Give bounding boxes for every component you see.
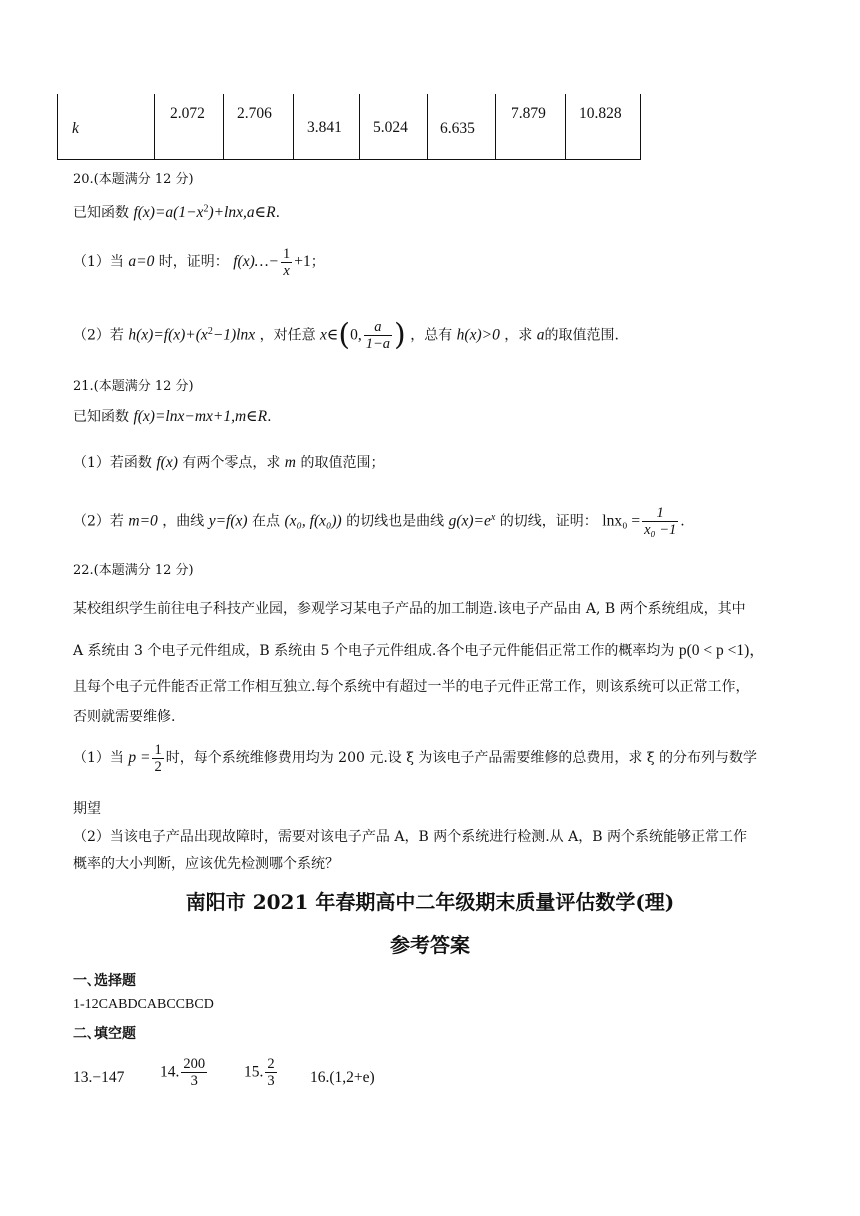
q20-p1-end: ； bbox=[310, 254, 325, 270]
q22-p1-den: 2 bbox=[154, 758, 162, 775]
answer-15-num: 2 bbox=[267, 1056, 275, 1072]
q20-p2-mid2: ，总有 bbox=[410, 327, 453, 344]
choice-answers: 1-12CABDCABCCBCD bbox=[73, 997, 214, 1012]
q22-line2-b: p(0 < p <1)， bbox=[678, 642, 765, 659]
q22-p1-text: 时，每个系统维修费用均为 200 元.设 ξ 为该电子产品需要维修的总费用，求 ξ 的分布列与数学 bbox=[165, 750, 758, 766]
table-border bbox=[359, 94, 360, 160]
left-paren: ( bbox=[338, 317, 351, 353]
q20-p2-x: x∈ bbox=[320, 326, 339, 344]
q20-p1-prefix: （1）当 bbox=[73, 254, 124, 270]
table-border bbox=[57, 94, 58, 160]
q20-p2-num: a bbox=[364, 319, 392, 336]
table-row-label: k bbox=[72, 120, 79, 137]
q21-p2-mid3: 的切线也是曲线 bbox=[346, 513, 445, 530]
q22-line2-a: A 系统由 3 个电子元件组成，B 系统由 5 个电子元件组成.各个电子元件能侣正常工作的概率均为 bbox=[73, 643, 675, 659]
answer-13: 13.−147 bbox=[73, 1069, 125, 1086]
table-cell: 7.879 bbox=[511, 105, 546, 122]
q22-p1-num: 1 bbox=[154, 741, 162, 758]
q20-intro bbox=[73, 202, 280, 222]
q21-formula: f(x)=lnx−mx+1,m∈R bbox=[133, 408, 268, 425]
answer-14-num: 200 bbox=[183, 1056, 206, 1072]
q22-line2 bbox=[73, 638, 765, 660]
q20-p2-h2: −1)lnx bbox=[212, 326, 256, 344]
q21-header: 21.(本题满分 12 分) bbox=[73, 379, 194, 394]
q20-p1-num: 1 bbox=[283, 245, 291, 262]
q20-formula-b: )+lnx,a∈R bbox=[208, 204, 276, 221]
table-border bbox=[427, 94, 428, 160]
q21-part2 bbox=[73, 500, 685, 540]
q20-p1-fraction bbox=[281, 246, 292, 279]
q20-p1-den: x bbox=[283, 262, 290, 279]
q20-sup: 2 bbox=[203, 203, 209, 215]
q21-p2-curve: y=f(x) bbox=[208, 512, 248, 530]
answer-16: 16.(1,2+e) bbox=[310, 1069, 375, 1086]
q20-p2-h: h(x)=f(x)+(x bbox=[128, 326, 208, 344]
table-border bbox=[565, 94, 566, 160]
q22-p1-prefix: （1）当 bbox=[73, 750, 124, 766]
q21-p2-num: 1 bbox=[642, 505, 678, 522]
q22-p1-p: p = bbox=[128, 749, 151, 766]
answer-15 bbox=[244, 1056, 279, 1089]
q21-p2-gsup: x bbox=[490, 512, 496, 523]
section-heading: 一､选择题 bbox=[73, 973, 136, 989]
table-border bbox=[640, 94, 641, 160]
table-cell: 2.072 bbox=[170, 105, 205, 122]
q20-p1-mid: 时，证明： bbox=[158, 254, 229, 270]
q20-p2-cond: h(x)>0 bbox=[456, 326, 500, 344]
q22-header: 22.(本题满分 12 分) bbox=[73, 563, 194, 578]
q21-p2-point: (x₀, f(x₀)) bbox=[284, 512, 342, 530]
q21-p2-fraction bbox=[642, 505, 678, 538]
q21-p2-end: . bbox=[680, 513, 685, 530]
q20-intro-end: . bbox=[275, 205, 281, 221]
answer-15-label: 15. bbox=[244, 1063, 264, 1081]
q21-p2-mid: ，曲线 bbox=[162, 513, 205, 530]
q20-p2-den: 1−a bbox=[365, 336, 391, 353]
q20-p2-mid3: ，求 bbox=[504, 327, 533, 344]
q20-p2-sup: 2 bbox=[207, 326, 213, 337]
q22-p2-line2: 概率的大小判断，应该优先检测哪个系统？ bbox=[73, 856, 339, 872]
table-border bbox=[293, 94, 294, 160]
q21-p1-mid: 有两个零点，求 bbox=[182, 455, 281, 471]
answers-title: 南阳市 2021 年春期高中二年级期末质量评估数学(理) bbox=[185, 890, 675, 914]
q21-p1-end: 的取值范围； bbox=[300, 455, 385, 471]
q22-line3: 且每个电子元件能否正常工作相互独立.每个系统中有超过一半的电子元件正常工作，则该系统可以正常工作， bbox=[73, 679, 750, 695]
q22-line4: 否则就需要维修. bbox=[73, 709, 176, 725]
q20-part2 bbox=[73, 312, 619, 356]
q20-p2-mid: ，对任意 bbox=[259, 327, 316, 344]
q20-header: 20.(本题满分 12 分) bbox=[73, 172, 194, 187]
q21-intro-end: . bbox=[267, 409, 272, 425]
q21-p2-cond: m=0 bbox=[128, 512, 158, 530]
q21-p2-den: x₀ −1 bbox=[644, 522, 677, 539]
q20-p1-lhs: f(x)…− bbox=[233, 253, 280, 270]
q20-p2-fraction bbox=[364, 319, 392, 352]
q20-p1-rhs: +1 bbox=[294, 253, 311, 270]
q21-p2-g: g(x)=e bbox=[448, 512, 491, 530]
q21-intro-prefix: 已知函数 bbox=[73, 409, 129, 425]
table-border bbox=[495, 94, 496, 160]
answer-14-fraction bbox=[181, 1056, 207, 1089]
q20-p2-prefix: （2）若 bbox=[73, 327, 124, 344]
q21-p2-mid4: 的切线，证明： bbox=[499, 513, 598, 530]
q22-p1-cont: 期望 bbox=[73, 801, 101, 817]
q20-p2-end: 的取值范围. bbox=[544, 327, 619, 344]
answer-15-den: 3 bbox=[267, 1073, 275, 1089]
q22-part1 bbox=[73, 740, 757, 776]
table-cell: 5.024 bbox=[373, 119, 408, 136]
table-cell: 6.635 bbox=[440, 120, 475, 137]
answer-15-fraction bbox=[265, 1056, 276, 1089]
q21-p1-f: f(x) bbox=[156, 454, 178, 471]
table-cell: 3.841 bbox=[307, 119, 342, 136]
q20-p1-cond: a=0 bbox=[128, 253, 155, 270]
q20-p2-a: a bbox=[536, 326, 545, 344]
table-border bbox=[223, 94, 224, 160]
table-cell: 10.828 bbox=[579, 105, 622, 122]
answer-14 bbox=[160, 1056, 209, 1089]
q21-p2-mid2: 在点 bbox=[252, 513, 280, 530]
right-paren: ) bbox=[394, 317, 406, 353]
table-border bbox=[57, 159, 641, 160]
q22-p2-line1: （2）当该电子产品出现故障时，需要对该电子产品 A，B 两个系统进行检测.从 A，B 两个系统能够正常工作 bbox=[73, 829, 747, 845]
answer-14-label: 14. bbox=[160, 1063, 180, 1081]
table-border bbox=[154, 94, 155, 160]
q21-p1-m: m bbox=[284, 454, 296, 471]
q20-p2-zero: 0, bbox=[350, 326, 362, 344]
q21-part1 bbox=[73, 452, 384, 472]
q21-p1-prefix: （1）若函数 bbox=[73, 455, 152, 471]
q20-formula-a: f(x)=a(1−x bbox=[133, 204, 204, 221]
q20-part1 bbox=[73, 245, 325, 279]
q22-line1: 某校组织学生前往电子科技产业园，参观学习某电子产品的加工制造.该电子产品由 A, B 两个系统组成，其中 bbox=[73, 601, 746, 617]
q20-intro-prefix: 已知函数 bbox=[73, 205, 129, 221]
q21-intro bbox=[73, 406, 272, 426]
section-heading: 二､填空题 bbox=[73, 1026, 136, 1042]
answer-14-den: 3 bbox=[190, 1073, 198, 1089]
q22-p1-fraction bbox=[152, 742, 163, 775]
q21-p2-lhs: lnx₀ = bbox=[602, 512, 641, 530]
q21-p2-prefix: （2）若 bbox=[73, 513, 124, 530]
table-cell: 2.706 bbox=[237, 105, 272, 122]
answers-subtitle: 参考答案 bbox=[390, 933, 470, 957]
